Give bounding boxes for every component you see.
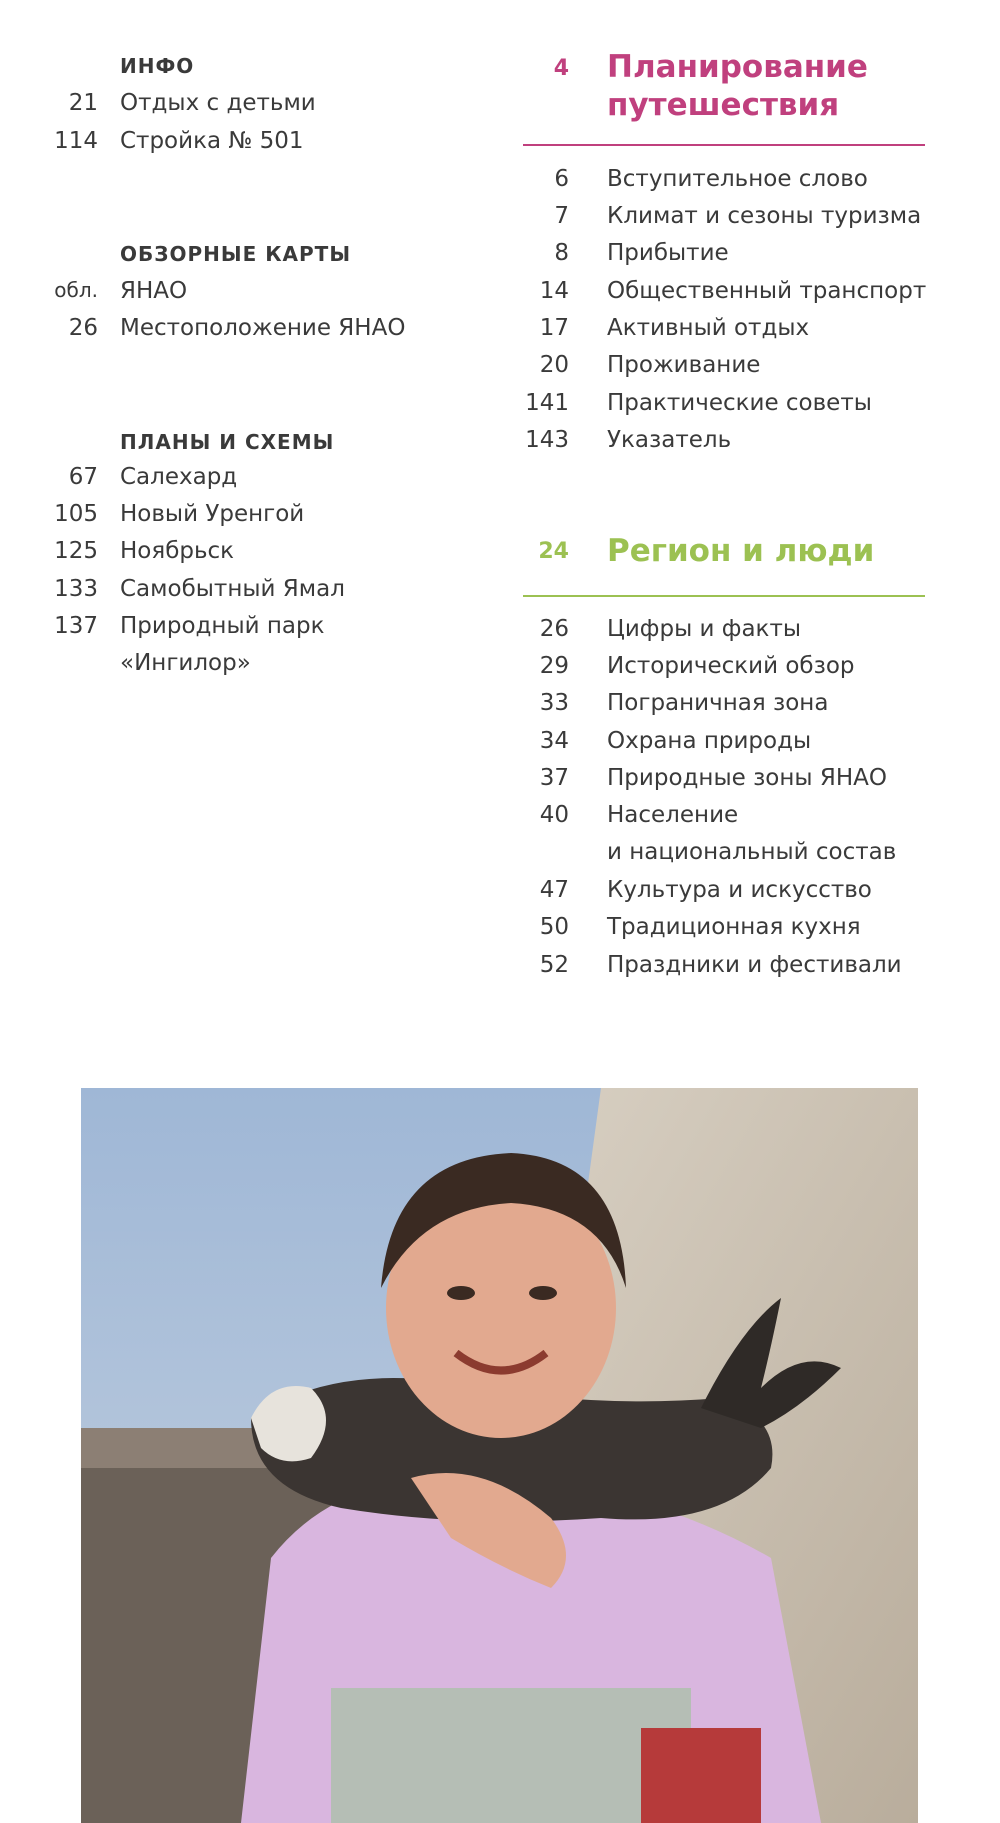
toc-entry-continuation [523, 839, 943, 871]
toc-page: 141 [525, 390, 569, 416]
toc-title: Вступительное слово [607, 166, 868, 192]
toc-title: Природный парк [120, 613, 325, 639]
chapter-divider [523, 144, 925, 146]
toc-title: Охрана природы [607, 728, 812, 754]
toc-title: Климат и сезоны туризма [607, 203, 922, 229]
maps-heading: ОБЗОРНЫЕ КАРТЫ [120, 242, 352, 266]
toc-title: Прибытие [607, 240, 729, 266]
chapter-title-line: Планирование [607, 49, 868, 85]
toc-title: Исторический обзор [607, 653, 855, 679]
toc-title: Новый Уренгой [120, 501, 305, 527]
chapter-page: 4 [553, 56, 569, 81]
toc-page: 29 [539, 653, 569, 679]
toc-entry[interactable] [40, 613, 460, 645]
toc-title: Активный отдых [607, 315, 810, 341]
toc-page: 21 [68, 90, 98, 116]
toc-title: Традиционная кухня [607, 914, 861, 940]
toc-entry[interactable] [523, 802, 943, 834]
toc-page: 26 [539, 616, 569, 642]
toc-page: 17 [539, 315, 569, 341]
toc-page: 34 [539, 728, 569, 754]
toc-title: Цифры и факты [607, 616, 802, 642]
chapter-divider [523, 595, 925, 597]
toc-page: 26 [68, 315, 98, 341]
toc-title: Пограничная зона [607, 690, 829, 716]
toc-page: обл. [54, 278, 98, 302]
toc-title: Отдых с детьми [120, 90, 316, 116]
toc-entry[interactable] [40, 576, 460, 608]
toc-page: 8 [554, 240, 569, 266]
toc-entry[interactable] [523, 952, 943, 984]
plans-heading: ПЛАНЫ И СХЕМЫ [120, 430, 335, 454]
toc-title: Общественный транспорт [607, 278, 927, 304]
toc-entry[interactable] [523, 914, 943, 946]
toc-page: 125 [54, 538, 98, 564]
chapter-page: 24 [538, 539, 569, 564]
toc-entry[interactable] [523, 166, 943, 198]
toc-entry-continuation [40, 650, 460, 682]
toc-entry[interactable] [523, 390, 943, 422]
toc-title: Салехард [120, 464, 238, 490]
toc-title: ЯНАО [120, 278, 188, 304]
toc-entry[interactable] [40, 90, 460, 122]
toc-page: 52 [539, 952, 569, 978]
toc-title: Праздники и фестивали [607, 952, 902, 978]
toc-entry[interactable] [523, 427, 943, 459]
toc-title: Самобытный Ямал [120, 576, 345, 602]
toc-title: Население [607, 802, 739, 828]
toc-page: 40 [539, 802, 569, 828]
toc-page: 105 [54, 501, 98, 527]
toc-title: Ноябрьск [120, 538, 235, 564]
toc-entry[interactable] [523, 203, 943, 235]
toc-page: 7 [554, 203, 569, 229]
toc-title: Культура и искусство [607, 877, 872, 903]
toc-title: Стройка № 501 [120, 128, 304, 154]
toc-page: 20 [539, 352, 569, 378]
cover-photo [81, 1088, 918, 1823]
toc-page: 133 [54, 576, 98, 602]
toc-page: 143 [525, 427, 569, 453]
toc-title: и национальный состав [607, 839, 897, 865]
toc-title: Указатель [607, 427, 732, 453]
chapter-title[interactable] [607, 48, 868, 124]
toc-entry[interactable] [523, 690, 943, 722]
toc-page: 37 [539, 765, 569, 791]
toc-page: 137 [54, 613, 98, 639]
toc-entry[interactable] [40, 315, 460, 347]
toc-page: 47 [539, 877, 569, 903]
chapter-title[interactable]: Регион и люди [607, 533, 875, 569]
info-heading: ИНФО [120, 54, 195, 78]
toc-entry[interactable] [523, 728, 943, 760]
toc-entry[interactable] [40, 538, 460, 570]
toc-page: 67 [68, 464, 98, 490]
toc-title: «Ингилор» [120, 650, 251, 676]
child-with-reindeer-illustration [81, 1088, 918, 1823]
toc-entry[interactable] [40, 464, 460, 496]
toc-title: Природные зоны ЯНАО [607, 765, 887, 791]
toc-entry[interactable] [523, 616, 943, 648]
chapter-title-line: путешествия [607, 87, 840, 123]
toc-title: Проживание [607, 352, 761, 378]
toc-page: 14 [539, 278, 569, 304]
toc-entry[interactable] [523, 653, 943, 685]
toc-page: 114 [54, 128, 98, 154]
toc-entry[interactable] [523, 877, 943, 909]
toc-page: 33 [539, 690, 569, 716]
toc-entry[interactable] [523, 278, 943, 310]
toc-entry[interactable] [523, 315, 943, 347]
toc-title: Практические советы [607, 390, 872, 416]
toc-entry[interactable] [40, 278, 460, 310]
toc-page: 50 [539, 914, 569, 940]
toc-entry[interactable] [523, 765, 943, 797]
toc-title: Местоположение ЯНАО [120, 315, 406, 341]
toc-entry[interactable] [523, 352, 943, 384]
toc-page: 6 [554, 166, 569, 192]
toc-entry[interactable] [40, 501, 460, 533]
toc-entry[interactable] [40, 128, 460, 160]
toc-entry[interactable] [523, 240, 943, 272]
